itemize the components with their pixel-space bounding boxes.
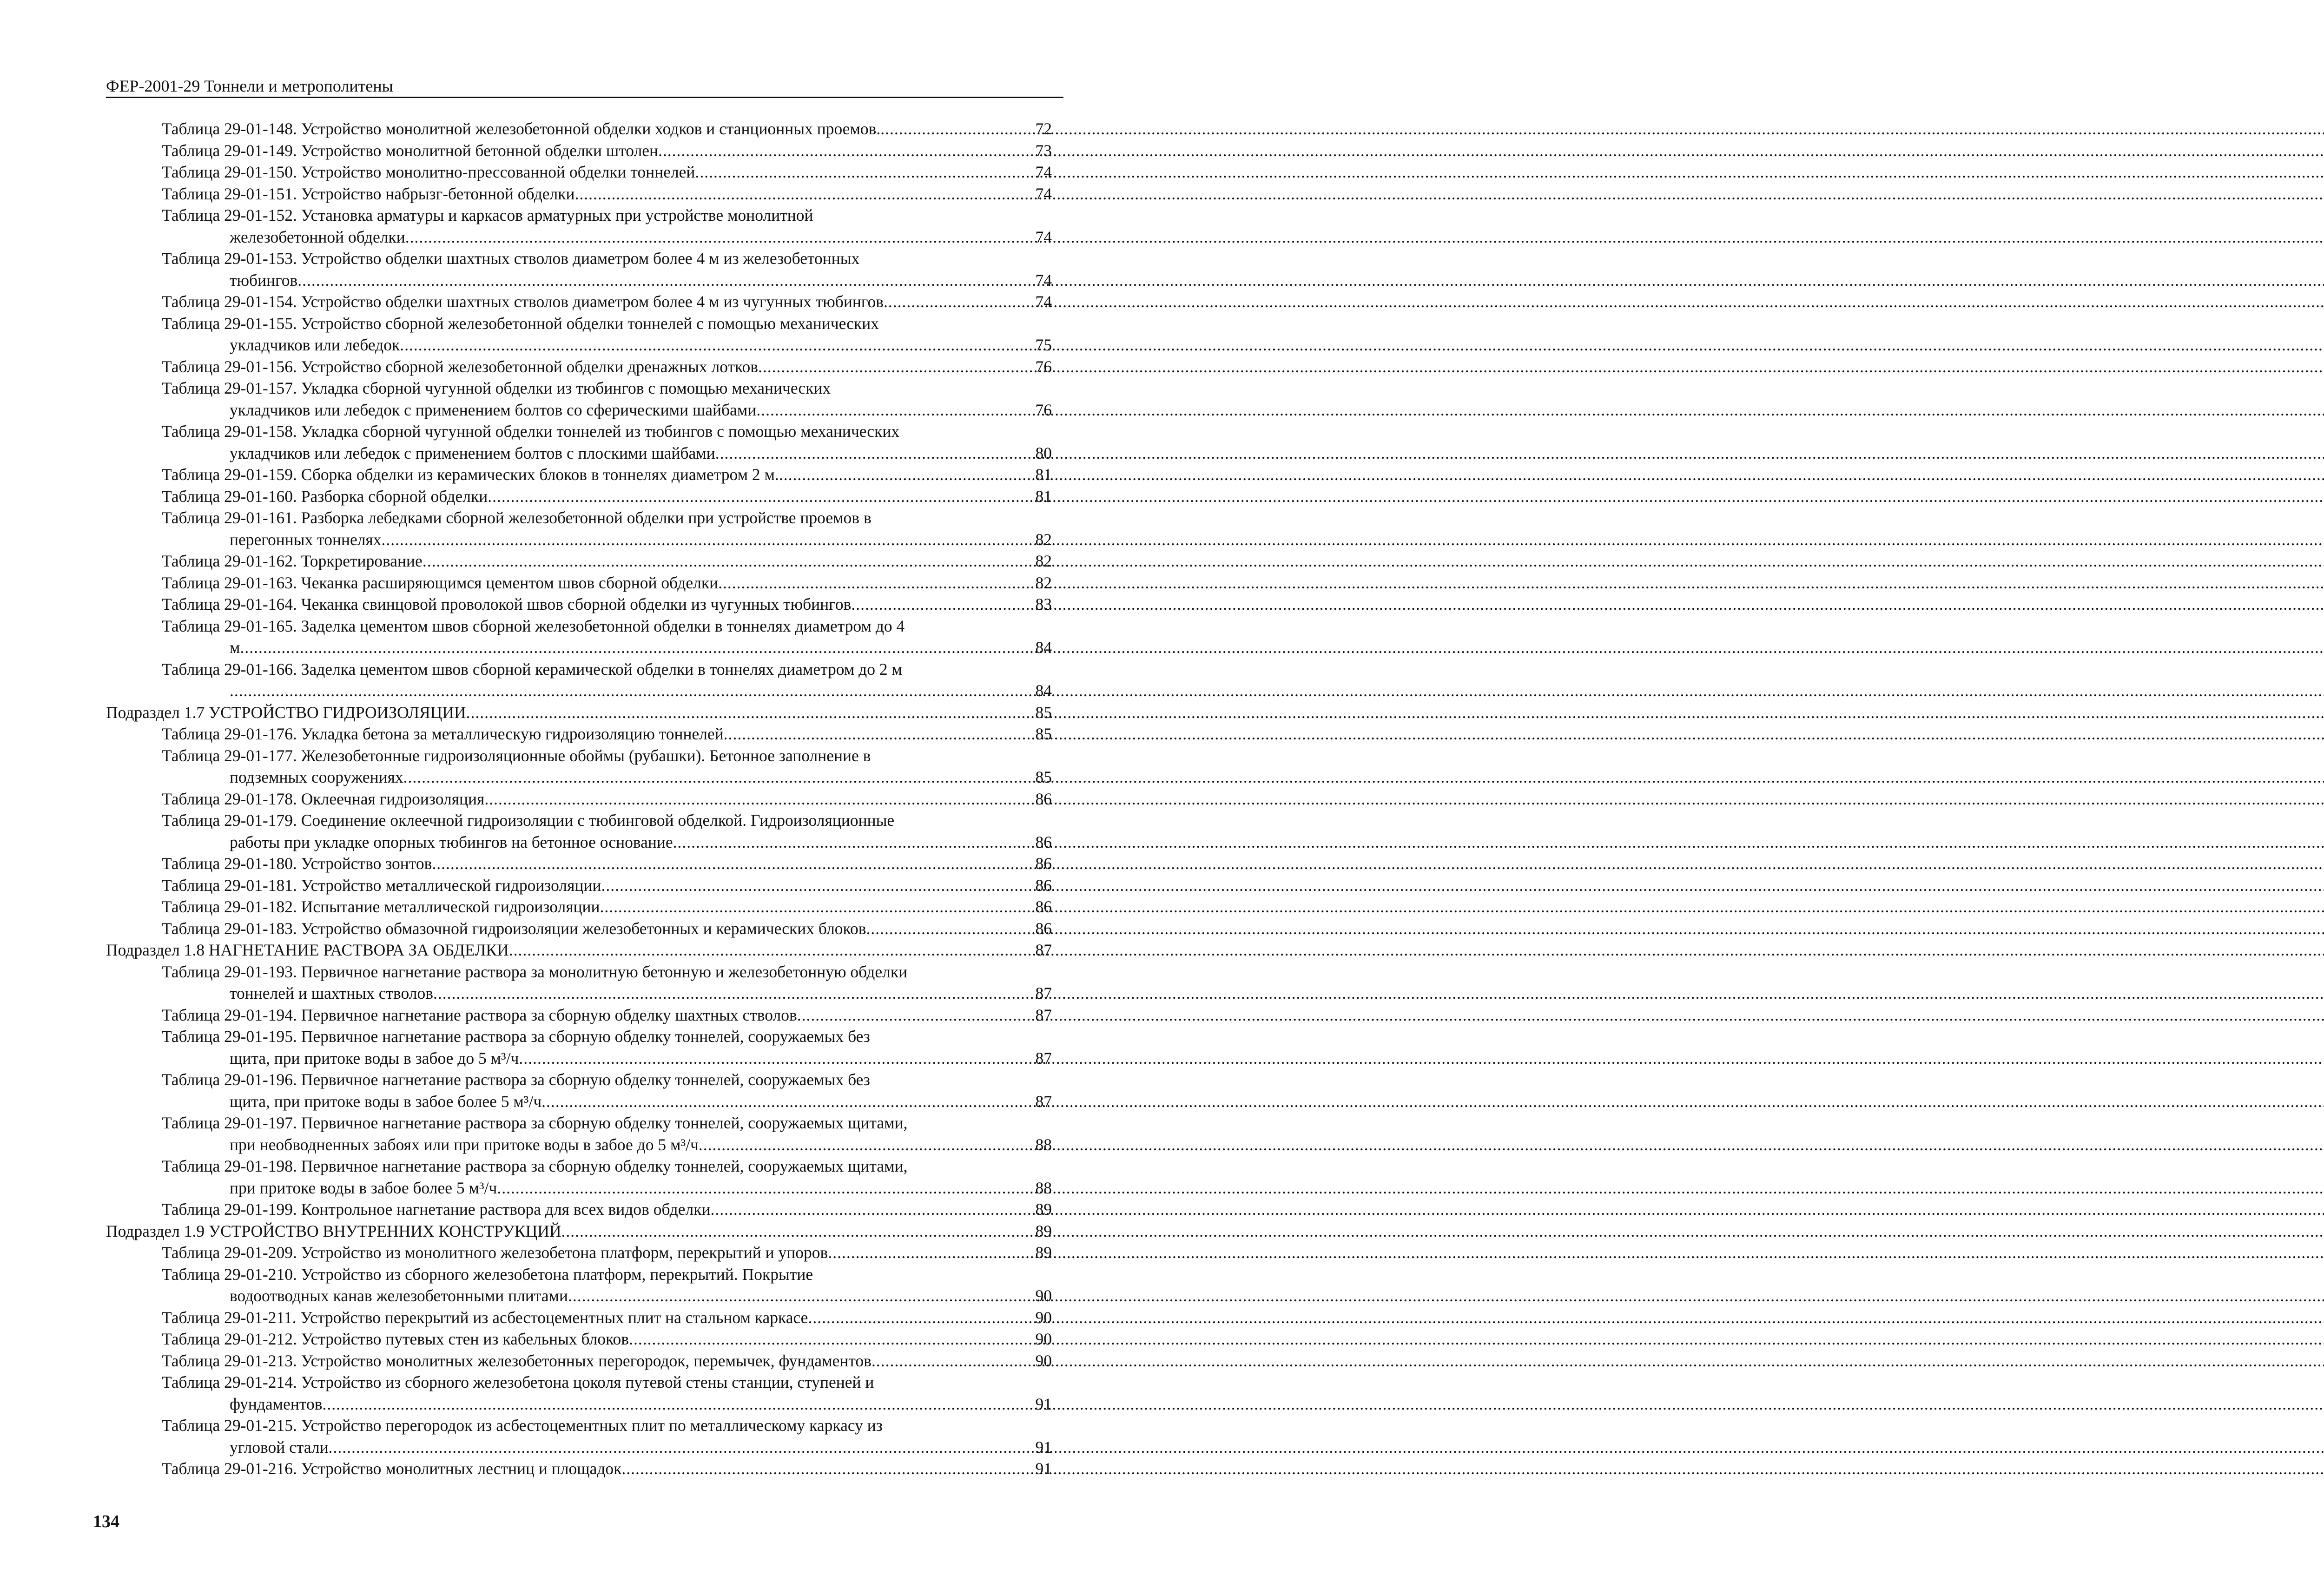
toc-line bbox=[106, 896, 1052, 918]
toc-line bbox=[106, 1458, 1052, 1480]
toc-line bbox=[106, 918, 1052, 940]
toc-entry-text: Таблица 29-01-213. Устройство монолитных железобетонных перегородок, перемычек, фундаментов bbox=[162, 1351, 872, 1370]
toc-entry[interactable] bbox=[106, 723, 1052, 745]
dot-leader bbox=[322, 1393, 1033, 1415]
toc-line bbox=[106, 766, 1052, 788]
dot-leader bbox=[699, 1134, 1034, 1156]
toc-page-number: 74 bbox=[1035, 270, 1052, 290]
dot-leader bbox=[673, 831, 1034, 853]
toc-line bbox=[106, 1393, 1052, 1415]
toc-page-number: 80 bbox=[1035, 443, 1052, 462]
toc-page-number: 87 bbox=[1035, 984, 1052, 1002]
toc-page-number: 74 bbox=[1035, 227, 1052, 246]
toc-entry-text: Таблица 29-01-182. Испытание металлической гидроизоляции bbox=[162, 897, 600, 916]
toc-entry[interactable] bbox=[106, 1328, 1052, 1350]
toc-entry-text: Таблица 29-01-195. Первичное нагнетание раствора за сборную обделку тоннелей, сооружаемых без bbox=[162, 1027, 870, 1046]
toc-entry-text: Таблица 29-01-212. Устройство путевых стен из кабельных блоков bbox=[162, 1330, 629, 1348]
toc-page-number: 91 bbox=[1035, 1437, 1052, 1457]
dot-leader bbox=[329, 1437, 1034, 1458]
dot-leader bbox=[403, 766, 1034, 788]
toc-entry-text: м bbox=[230, 638, 240, 657]
toc-line bbox=[106, 593, 1052, 615]
dot-leader bbox=[382, 529, 1034, 551]
toc-entry-text: Таблица 29-01-155. Устройство сборной железобетонной обделки тоннелей с помощью механических bbox=[162, 314, 879, 333]
toc-line bbox=[106, 982, 1052, 1004]
toc-page-number: 83 bbox=[1035, 595, 1052, 613]
page-number: 134 bbox=[93, 1512, 119, 1531]
toc-entry-text: щита, при притоке воды в забое до 5 м³/ч bbox=[230, 1048, 519, 1068]
toc-page-number: 74 bbox=[1035, 163, 1052, 181]
toc-line bbox=[106, 961, 1052, 983]
dot-leader bbox=[710, 1199, 1033, 1220]
toc-entry-text: Таблица 29-01-215. Устройство перегородок из асбестоцементных плит по металлическому каркасу из bbox=[162, 1416, 883, 1435]
running-header: ФЕР-2001-29 Тоннели и метрополитены bbox=[106, 75, 1063, 98]
toc-entry-text: перегонных тоннелях bbox=[230, 530, 382, 549]
dot-leader bbox=[851, 593, 1033, 615]
toc-line bbox=[106, 1220, 1052, 1242]
dot-leader bbox=[724, 723, 1034, 745]
toc-entry[interactable] bbox=[106, 788, 1052, 810]
toc-entry-text: Таблица 29-01-180. Устройство зонтов bbox=[162, 854, 432, 873]
toc-entry[interactable] bbox=[106, 1307, 1052, 1329]
toc-page-number: 86 bbox=[1035, 897, 1052, 916]
toc-entry-text: фундаментов bbox=[230, 1394, 323, 1413]
toc-line bbox=[106, 486, 1052, 508]
dot-leader bbox=[715, 442, 1034, 464]
toc-line bbox=[106, 659, 1052, 680]
toc-entry-text: Таблица 29-01-161. Разборка лебедками сборной железобетонной обделки при устройстве проемов в bbox=[162, 508, 872, 527]
toc-line bbox=[106, 183, 1052, 205]
toc-entry[interactable] bbox=[106, 1004, 1052, 1026]
toc-line bbox=[106, 291, 1052, 313]
dot-leader bbox=[405, 226, 1034, 248]
toc-line bbox=[106, 680, 1052, 702]
toc-line bbox=[106, 226, 1052, 248]
toc-line bbox=[106, 1264, 1052, 1285]
toc-line bbox=[106, 507, 1052, 529]
dot-leader bbox=[509, 939, 1034, 961]
toc-entry-text: подземных сооружениях bbox=[230, 768, 403, 786]
dot-leader bbox=[575, 183, 1034, 205]
toc-page-number: 91 bbox=[1035, 1459, 1052, 1478]
toc-line bbox=[106, 939, 1052, 961]
toc-page-number: 87 bbox=[1035, 1005, 1052, 1024]
toc-page-number: 82 bbox=[1035, 552, 1052, 570]
toc-entry-text: Таблица 29-01-158. Укладка сборной чугунной обделки тоннелей из тюбингов с помощью механических bbox=[162, 422, 900, 441]
toc-entry[interactable] bbox=[106, 593, 1052, 615]
toc-page-number: 76 bbox=[1035, 357, 1052, 376]
toc-entry-text: Подраздел 1.9 УСТРОЙСТВО ВНУТРЕННИХ КОНСТРУКЦИЙ bbox=[106, 1221, 561, 1240]
toc-entry-text: Таблица 29-01-194. Первичное нагнетание раствора за сборную обделку шахтных стволов bbox=[162, 1005, 797, 1024]
toc-entry-text: тоннелей и шахтных стволов bbox=[230, 984, 434, 1002]
toc-entry[interactable] bbox=[106, 1242, 1052, 1264]
dot-leader bbox=[658, 140, 1033, 162]
toc-line bbox=[106, 831, 1052, 853]
dot-leader bbox=[872, 1350, 1034, 1372]
toc-entry[interactable] bbox=[106, 615, 1052, 659]
toc-line bbox=[106, 1048, 1052, 1069]
toc-page-number: 81 bbox=[1035, 487, 1052, 506]
toc-entry-text: Таблица 29-01-197. Первичное нагнетание раствора за сборную обделку тоннелей, сооружаемых щитами, bbox=[162, 1114, 908, 1132]
toc-line bbox=[106, 1177, 1052, 1199]
toc-entry[interactable] bbox=[106, 572, 1052, 594]
toc-section[interactable] bbox=[106, 1220, 1052, 1242]
dot-leader bbox=[488, 486, 1033, 508]
toc-entry[interactable] bbox=[106, 140, 1052, 162]
dot-leader bbox=[423, 550, 1034, 572]
toc-page-number: 91 bbox=[1035, 1394, 1052, 1413]
toc-entry-text: укладчиков или лебедок с применением болтов со сферическими шайбами bbox=[230, 400, 757, 419]
toc-line bbox=[106, 1285, 1052, 1307]
toc-line bbox=[106, 788, 1052, 810]
toc-page-number: 90 bbox=[1035, 1286, 1052, 1305]
toc-line bbox=[106, 702, 1052, 724]
toc-line bbox=[106, 853, 1052, 875]
toc-line bbox=[106, 1026, 1052, 1048]
toc-entry[interactable] bbox=[106, 377, 1052, 421]
toc-line bbox=[106, 1415, 1052, 1437]
toc-entry-text: Таблица 29-01-157. Укладка сборной чугунной обделки из тюбингов с помощью механических bbox=[162, 379, 831, 397]
toc-section[interactable] bbox=[106, 939, 1052, 961]
toc-page-number: 86 bbox=[1035, 876, 1052, 895]
toc-entry[interactable] bbox=[106, 118, 1052, 140]
toc-entry[interactable] bbox=[106, 875, 1052, 896]
toc-line bbox=[106, 529, 1052, 551]
dot-leader bbox=[629, 1328, 1033, 1350]
toc-line bbox=[106, 1091, 1052, 1113]
toc-page-number: 84 bbox=[1035, 638, 1052, 657]
toc-line bbox=[106, 313, 1052, 335]
toc-page-number: 87 bbox=[1035, 941, 1052, 959]
dot-leader bbox=[718, 572, 1033, 594]
dot-leader bbox=[466, 702, 1034, 724]
toc-entry-text: Таблица 29-01-216. Устройство монолитных лестниц и площадок bbox=[162, 1459, 622, 1478]
dot-leader bbox=[497, 1177, 1033, 1199]
toc-entry-text: Таблица 29-01-159. Сборка обделки из керамических блоков в тоннелях диаметром 2 м. bbox=[162, 465, 779, 484]
toc-entry[interactable] bbox=[106, 745, 1052, 788]
toc-line bbox=[106, 1437, 1052, 1458]
toc-entry-text: Таблица 29-01-183. Устройство обмазочной гидроизоляции железобетонных и керамических блоков bbox=[162, 919, 866, 938]
toc-page-number: 89 bbox=[1035, 1200, 1052, 1219]
toc-line bbox=[106, 615, 1052, 637]
toc-line bbox=[106, 270, 1052, 291]
toc-page-number: 90 bbox=[1035, 1330, 1052, 1348]
toc-page-number: 73 bbox=[1035, 141, 1052, 160]
toc-line bbox=[106, 1350, 1052, 1372]
toc-entry-text: Таблица 29-01-198. Первичное нагнетание раствора за сборную обделку тоннелей, сооружаемых щитами, bbox=[162, 1157, 908, 1175]
dot-leader bbox=[884, 291, 1033, 313]
toc-entry-text: Таблица 29-01-209. Устройство из монолитного железобетона платформ, перекрытий и упоров bbox=[162, 1243, 828, 1262]
toc-entry[interactable] bbox=[106, 421, 1052, 464]
toc-entry-text: Таблица 29-01-176. Укладка бетона за металлическую гидроизоляцию тоннелей bbox=[162, 725, 724, 743]
toc-line bbox=[106, 442, 1052, 464]
toc-line bbox=[106, 161, 1052, 183]
toc-entry-text: укладчиков или лебедок bbox=[230, 336, 400, 354]
toc-page-number: 81 bbox=[1035, 465, 1052, 484]
toc-entry-text: Таблица 29-01-148. Устройство монолитной железобетонной обделки ходков и станционных проемов. bbox=[162, 119, 881, 138]
toc-entry-text: Таблица 29-01-211. Устройство перекрытий из асбестоцементных плит на стальном каркасе bbox=[162, 1308, 808, 1327]
toc-entry[interactable] bbox=[106, 1458, 1052, 1480]
dot-leader bbox=[808, 1307, 1033, 1329]
toc-line bbox=[106, 1328, 1052, 1350]
toc-entry[interactable] bbox=[106, 1112, 1052, 1155]
toc-entry-text: Таблица 29-01-166. Заделка цементом швов сборной керамической обделки в тоннелях диаметром до 2 м bbox=[162, 659, 902, 679]
toc-entry[interactable] bbox=[106, 918, 1052, 940]
toc-entry[interactable] bbox=[106, 1155, 1052, 1199]
toc-entry[interactable] bbox=[106, 356, 1052, 378]
toc-entry-text: Таблица 29-01-214. Устройство из сборного железобетона цоколя путевой стены станции, ступеней и bbox=[162, 1373, 874, 1391]
toc-entry-text: Таблица 29-01-154. Устройство обделки шахтных стволов диаметром более 4 м из чугунных тюбингов bbox=[162, 292, 884, 311]
toc-entry-text: при притоке воды в забое более 5 м³/ч bbox=[230, 1178, 497, 1197]
dot-leader bbox=[484, 788, 1033, 810]
toc-entry-text: Таблица 29-01-179. Соединение оклеечной гидроизоляции с тюбинговой обделкой. Гидроизоляционные bbox=[162, 811, 895, 830]
toc-page-number: 88 bbox=[1035, 1135, 1052, 1154]
dot-leader bbox=[541, 1091, 1033, 1113]
toc-entry-text: водоотводных канав железобетонными плитами bbox=[230, 1286, 568, 1305]
toc-entry-text: тюбингов bbox=[230, 270, 298, 290]
toc-entry-text: Таблица 29-01-178. Оклеечная гидроизоляция bbox=[162, 789, 485, 808]
dot-leader bbox=[866, 918, 1034, 940]
toc-line bbox=[106, 334, 1052, 356]
toc-line bbox=[106, 118, 1052, 140]
toc-entry-text: угловой стали bbox=[230, 1437, 329, 1457]
dot-leader bbox=[797, 1004, 1034, 1026]
toc-entry-text: укладчиков или лебедок с применением болтов с плоскими шайбами bbox=[230, 443, 715, 462]
toc-entry-text: Таблица 29-01-151. Устройство набрызг-бетонной обделки bbox=[162, 184, 575, 203]
toc-entry-text: Таблица 29-01-196. Первичное нагнетание раствора за сборную обделку тоннелей, сооружаемых без bbox=[162, 1070, 870, 1089]
toc-line bbox=[106, 723, 1052, 745]
toc-entry-text: Таблица 29-01-210. Устройство из сборного железобетона платформ, перекрытий. Покрытие bbox=[162, 1265, 813, 1284]
dot-leader bbox=[433, 982, 1033, 1004]
toc-page-number: 90 bbox=[1035, 1308, 1052, 1327]
toc-entry-text: Таблица 29-01-153. Устройство обделки шахтных стволов диаметром более 4 м из железобетонных bbox=[162, 249, 860, 268]
dot-leader bbox=[756, 399, 1033, 421]
table-of-contents bbox=[106, 118, 1052, 1480]
toc-entry-text: Таблица 29-01-199. Контрольное нагнетание раствора для всех видов обделки bbox=[162, 1200, 711, 1219]
toc-line bbox=[106, 464, 1052, 486]
toc-entry-text: Подраздел 1.8 НАГНЕТАНИЕ РАСТВОРА ЗА ОБДЕЛКИ bbox=[106, 941, 509, 959]
dot-leader bbox=[758, 356, 1033, 378]
toc-entry-text: Таблица 29-01-160. Разборка сборной обделки bbox=[162, 487, 488, 506]
dot-leader bbox=[601, 875, 1033, 896]
toc-entry[interactable] bbox=[106, 464, 1052, 486]
toc-line bbox=[106, 1242, 1052, 1264]
toc-page-number: 86 bbox=[1035, 854, 1052, 873]
toc-entry-text: работы при укладке опорных тюбингов на бетонное основание bbox=[230, 832, 673, 851]
dot-leader bbox=[621, 1458, 1033, 1480]
toc-entry[interactable] bbox=[106, 810, 1052, 853]
toc-line bbox=[106, 399, 1052, 421]
dot-leader bbox=[297, 270, 1033, 291]
toc-entry-text: Таблица 29-01-193. Первичное нагнетание раствора за монолитную бетонную и железобетонную обделки bbox=[162, 962, 908, 981]
toc-line bbox=[106, 1004, 1052, 1026]
dot-leader bbox=[400, 334, 1033, 356]
toc-entry[interactable] bbox=[106, 291, 1052, 313]
toc-page-number: 74 bbox=[1035, 184, 1052, 203]
dot-leader bbox=[240, 637, 1033, 659]
dot-leader bbox=[519, 1048, 1033, 1069]
toc-line bbox=[106, 377, 1052, 399]
toc-page-number: 89 bbox=[1035, 1243, 1052, 1262]
toc-page-number: 76 bbox=[1035, 400, 1052, 419]
toc-entry[interactable] bbox=[106, 183, 1052, 205]
toc-page-number: 85 bbox=[1035, 768, 1052, 786]
dot-leader bbox=[561, 1220, 1033, 1242]
toc-line bbox=[106, 204, 1052, 226]
dot-leader bbox=[432, 853, 1033, 875]
dot-leader bbox=[779, 464, 1034, 486]
toc-page-number: 85 bbox=[1035, 725, 1052, 743]
toc-entry-text: Таблица 29-01-152. Установка арматуры и каркасов арматурных при устройстве монолитной bbox=[162, 206, 813, 224]
toc-line bbox=[106, 248, 1052, 270]
toc-entry[interactable] bbox=[106, 1415, 1052, 1458]
toc-entry[interactable] bbox=[106, 248, 1052, 291]
toc-entry[interactable] bbox=[106, 1371, 1052, 1415]
toc-page-number: 72 bbox=[1035, 119, 1052, 138]
toc-line bbox=[106, 810, 1052, 831]
toc-page-number: 88 bbox=[1035, 1178, 1052, 1197]
toc-entry-text: Таблица 29-01-156. Устройство сборной железобетонной обделки дренажных лотков bbox=[162, 357, 759, 376]
toc-entry-text: щита, при притоке воды в забое более 5 м³/ч bbox=[230, 1092, 542, 1111]
toc-entry-text: Таблица 29-01-177. Железобетонные гидроизоляционные обоймы (рубашки). Бетонное заполнение в bbox=[162, 746, 871, 765]
toc-page-number: 86 bbox=[1035, 789, 1052, 808]
dot-leader bbox=[695, 161, 1033, 183]
toc-entry[interactable] bbox=[106, 486, 1052, 508]
toc-entry-text: Таблица 29-01-150. Устройство монолитно-прессованной обделки тоннелей bbox=[162, 163, 695, 181]
toc-page-number: 84 bbox=[1035, 681, 1052, 700]
toc-page-number: 74 bbox=[1035, 292, 1052, 311]
toc-entry[interactable] bbox=[106, 853, 1052, 875]
dot-leader bbox=[828, 1242, 1033, 1264]
toc-entry[interactable] bbox=[106, 204, 1052, 248]
toc-entry-text: Таблица 29-01-165. Заделка цементом швов сборной железобетонной обделки в тоннелях диаметром до 4 bbox=[162, 616, 905, 635]
dot-leader bbox=[568, 1285, 1034, 1307]
toc-page-number: 86 bbox=[1035, 832, 1052, 851]
toc-entry[interactable] bbox=[106, 961, 1052, 1004]
toc-entry[interactable] bbox=[106, 1069, 1052, 1112]
toc-line bbox=[106, 745, 1052, 767]
toc-line bbox=[106, 550, 1052, 572]
toc-line bbox=[106, 1371, 1052, 1393]
toc-entry[interactable] bbox=[106, 550, 1052, 572]
toc-page-number: 90 bbox=[1035, 1351, 1052, 1370]
toc-entry[interactable] bbox=[106, 1350, 1052, 1372]
toc-page-number: 89 bbox=[1035, 1221, 1052, 1240]
toc-entry[interactable] bbox=[106, 507, 1052, 550]
toc-line bbox=[106, 1134, 1052, 1156]
toc-line bbox=[106, 875, 1052, 896]
toc-entry[interactable] bbox=[106, 1264, 1052, 1307]
toc-line bbox=[106, 572, 1052, 594]
toc-page-number: 82 bbox=[1035, 573, 1052, 592]
toc-entry-text: Таблица 29-01-181. Устройство металлической гидроизоляции bbox=[162, 876, 601, 895]
toc-entry[interactable] bbox=[106, 161, 1052, 183]
toc-line bbox=[106, 637, 1052, 659]
toc-line bbox=[106, 1112, 1052, 1134]
toc-line bbox=[106, 1307, 1052, 1329]
toc-entry-text: Таблица 29-01-163. Чеканка расширяющимся цементом швов сборной обделки bbox=[162, 573, 719, 592]
document-page bbox=[0, 0, 1114, 1595]
toc-entry[interactable] bbox=[106, 896, 1052, 918]
toc-entry[interactable] bbox=[106, 1026, 1052, 1069]
toc-page-number: 87 bbox=[1035, 1048, 1052, 1068]
toc-line bbox=[106, 1199, 1052, 1220]
toc-entry[interactable] bbox=[106, 659, 1052, 702]
toc-line bbox=[106, 1155, 1052, 1177]
toc-page-number: 85 bbox=[1035, 703, 1052, 722]
dot-leader bbox=[600, 896, 1034, 918]
toc-entry-text: при необводненных забоях или при притоке воды в забое до 5 м³/ч bbox=[230, 1135, 699, 1154]
toc-entry-text: Таблица 29-01-149. Устройство монолитной бетонной обделки штолен bbox=[162, 141, 659, 160]
toc-page-number: 75 bbox=[1035, 336, 1052, 354]
toc-page-number: 87 bbox=[1035, 1092, 1052, 1111]
toc-page-number: 82 bbox=[1035, 530, 1052, 549]
dot-leader bbox=[880, 118, 1033, 140]
toc-line bbox=[106, 421, 1052, 442]
toc-entry-text: Таблица 29-01-162. Торкретирование bbox=[162, 552, 423, 570]
toc-line bbox=[106, 1069, 1052, 1091]
toc-line bbox=[106, 356, 1052, 378]
toc-entry-text: Таблица 29-01-164. Чеканка свинцовой проволокой швов сборной обделки из чугунных тюбингов bbox=[162, 595, 852, 613]
toc-page-number: 86 bbox=[1035, 919, 1052, 938]
toc-line bbox=[106, 140, 1052, 162]
toc-entry-text: Подраздел 1.7 УСТРОЙСТВО ГИДРОИЗОЛЯЦИИ bbox=[106, 703, 466, 722]
toc-section[interactable] bbox=[106, 702, 1052, 724]
toc-entry[interactable] bbox=[106, 1199, 1052, 1220]
dot-leader bbox=[230, 680, 1034, 702]
toc-entry-text: железобетонной обделки bbox=[230, 227, 405, 246]
toc-entry[interactable] bbox=[106, 313, 1052, 356]
